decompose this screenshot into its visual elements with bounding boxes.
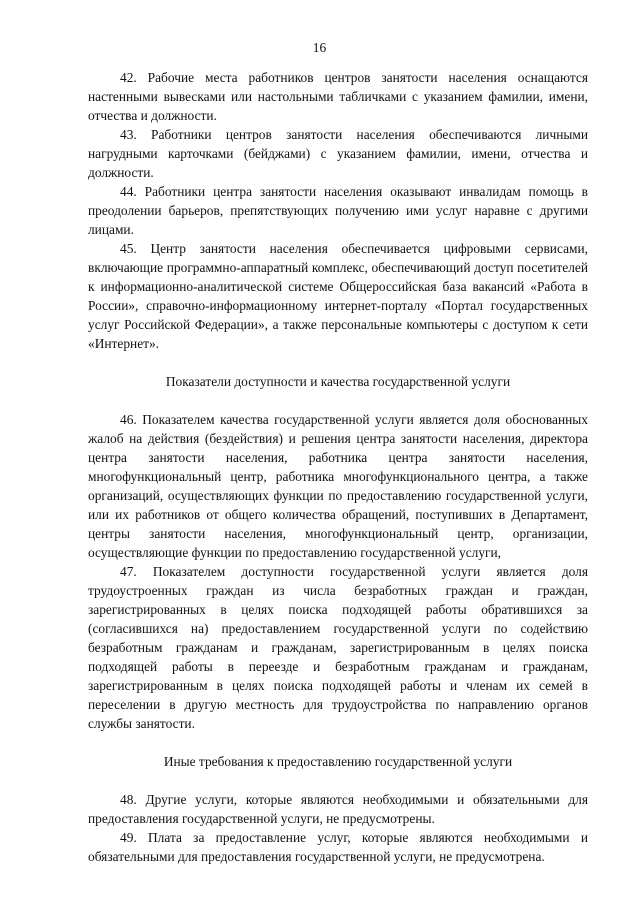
document-body	[88, 68, 588, 866]
paragraph-44: 44. Работники центра занятости населения оказывают инвалидам помощь в преодолении барьеров, препятствующих получению ими услуг наравне с другими лицами.	[88, 184, 588, 237]
paragraph-46: 46. Показателем качества государственной услуги является доля обоснованных жалоб на действия (бездействия) и решения центра занятости населения, директора центра занятости населения, работника центра занятости населения, многофункциональный центр, работника многофункционального центра, а также организаций, осуществляющих функции по предоставлению государственной услуги, или их работников от общего количества обращений, поступивших в Департамент, центры занятости населения, многофункциональный центр, организации, осуществляющие функции по предоставлению государственной услуги,	[88, 412, 588, 560]
page-number: 16	[312, 40, 327, 55]
paragraph-43: 43. Работники центров занятости населения обеспечиваются личными нагрудными карточками (бейджами) с указанием фамилии, имени, отчества и должности.	[88, 127, 588, 180]
paragraph-48: 48. Другие услуги, которые являются необходимыми и обязательными для предоставления государственной услуги, не предусмотрены.	[88, 792, 588, 826]
paragraph-47: 47. Показателем доступности государственной услуги является доля трудоустроенных граждан из числа безработных граждан и граждан, зарегистрированных в целях поиска подходящей работы обратившихся за (согласившихся на) предоставлением государственной услуги по содействию безработным гражданам и гражданам, зарегистрированным в целях поиска подходящей работы в переезде и безработным гражданам и гражданам, зарегистрированным в целях поиска подходящей работы и членам их семей в переселении в другую местность для трудоустройства по направлению органов службы занятости.	[88, 564, 588, 731]
paragraph-45: 45. Центр занятости населения обеспечивается цифровыми сервисами, включающие программно-аппаратный комплекс, обеспечивающий доступ посетителей к информационно-аналитической системе Общероссийская база вакансий «Работа в России», справочно-информационному интернет-порталу «Портал государственных услуг Российской Федерации», а также персональные компьютеры с доступом к сети «Интернет».	[88, 241, 588, 351]
section-heading-other-requirements: Иные требования к предоставлению государственной услуги	[163, 754, 513, 769]
section-heading-accessibility-quality: Показатели доступности и качества государственной услуги	[165, 374, 511, 389]
paragraph-49: 49. Плата за предоставление услуг, которые являются необходимыми и обязательными для предоставления государственной услуги, не предусмотрена.	[88, 830, 588, 864]
paragraph-42: 42. Рабочие места работников центров занятости населения оснащаются настенными вывесками или настольными табличками с указанием фамилии, имени, отчества и должности.	[88, 70, 588, 123]
